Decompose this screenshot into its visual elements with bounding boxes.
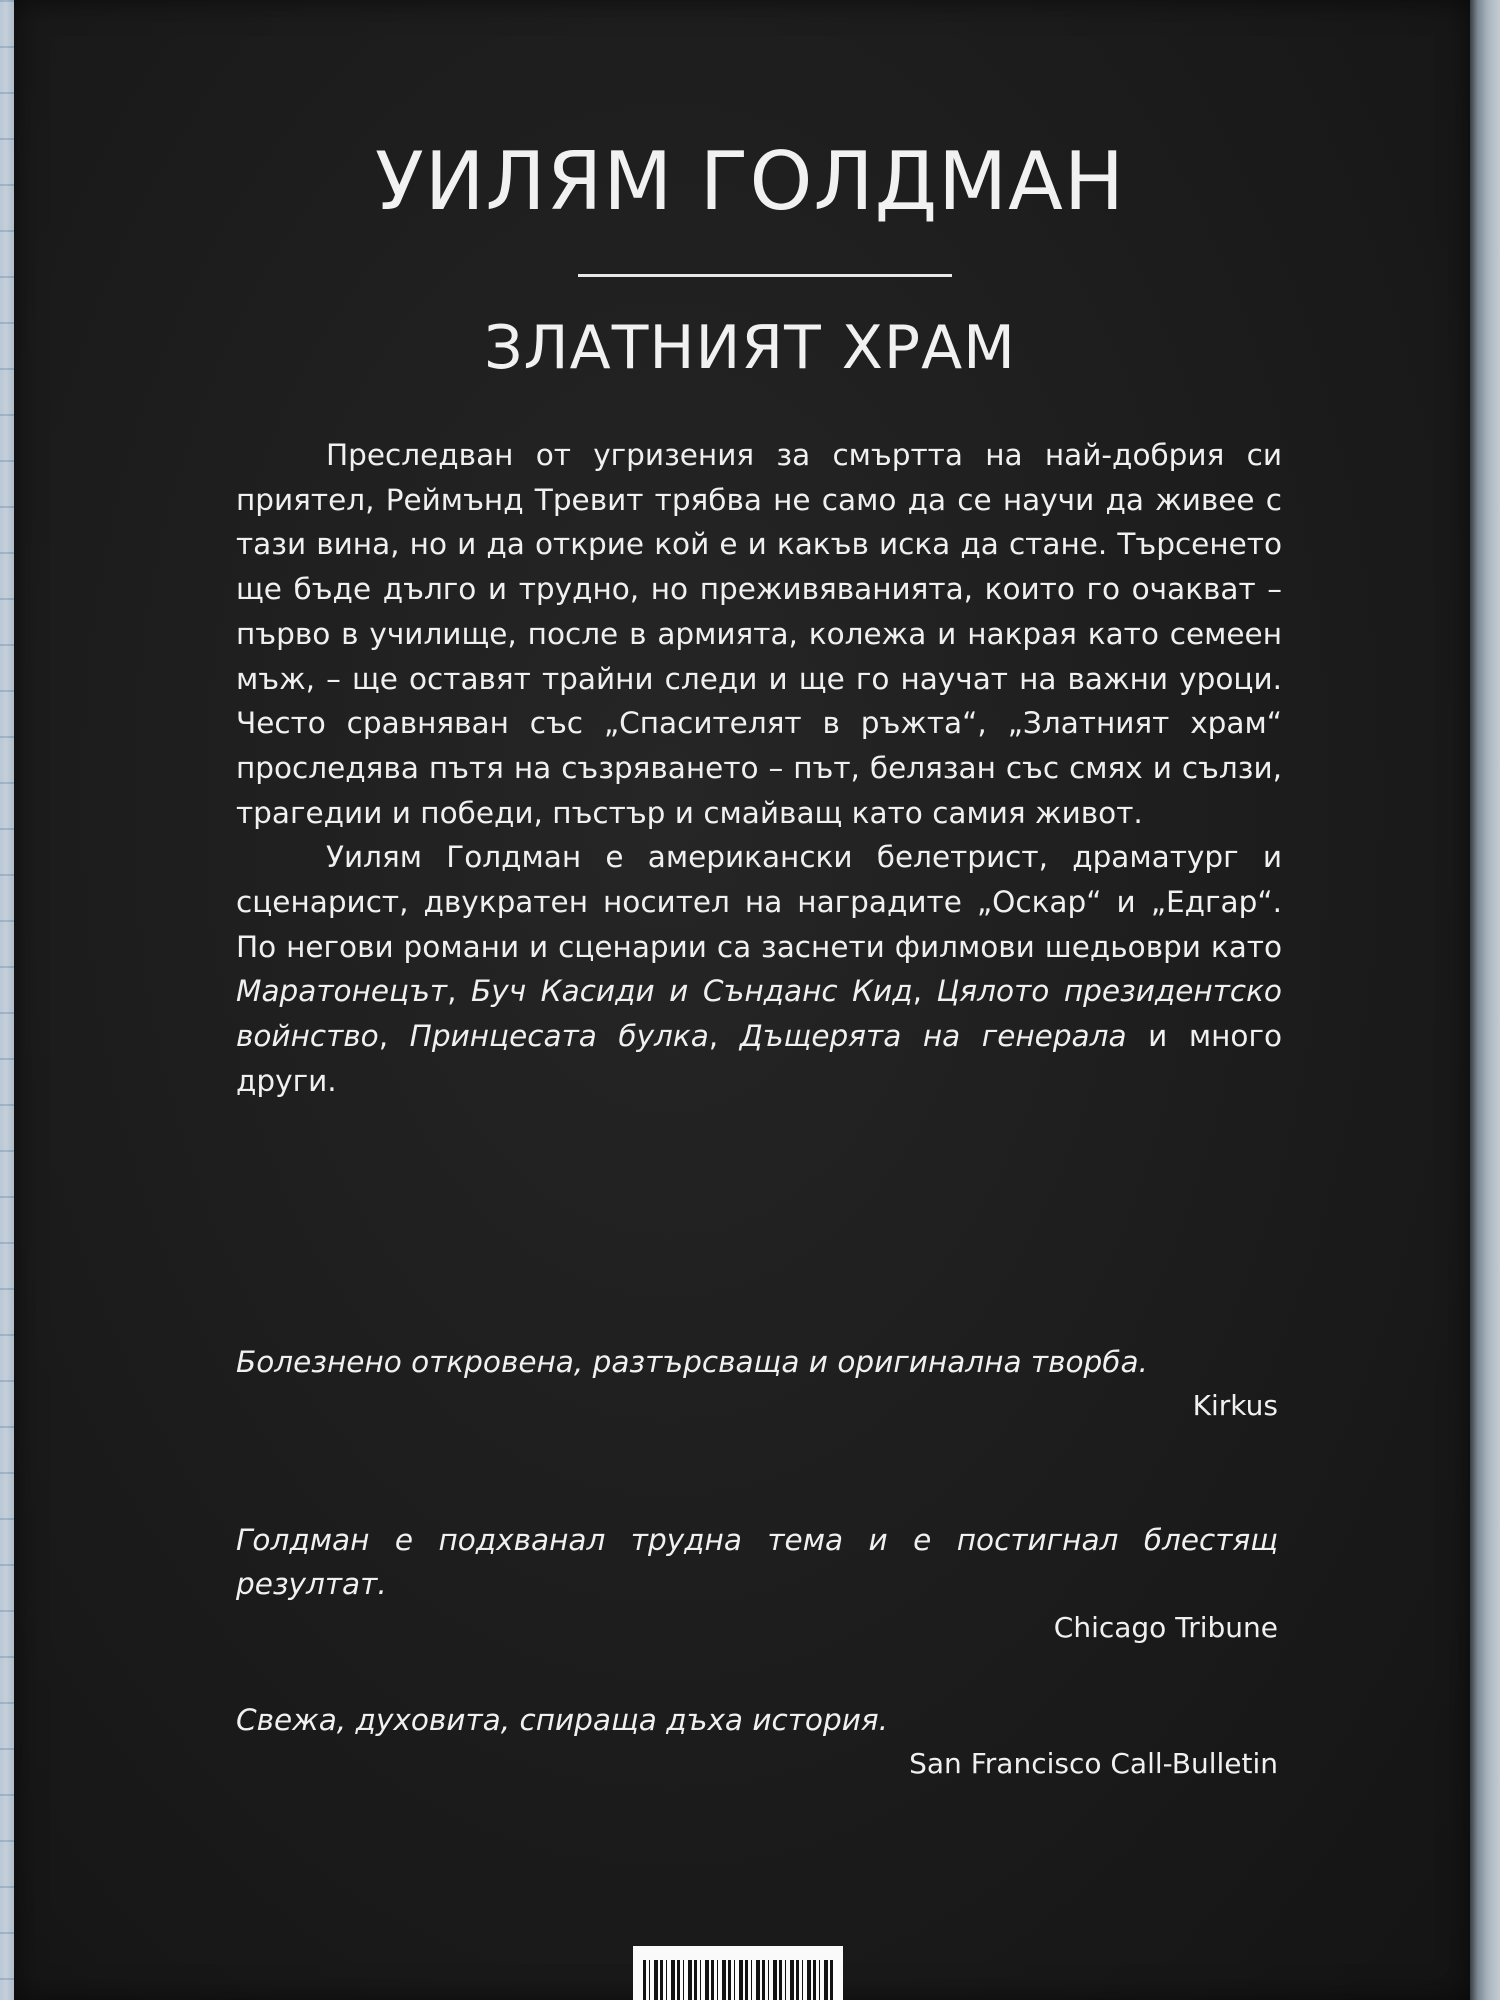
author-name: УИЛЯМ ГОЛДМАН (374, 135, 1126, 228)
review-quote: Голдман е подхванал трудна тема и е постигнал блестящ резултат. (236, 1523, 1278, 1601)
title-divider (578, 274, 952, 277)
review-block (236, 1698, 1278, 1786)
description-paragraph-1: Преследван от угризения за смъртта на най-добрия си приятел, Реймънд Тревит трябва не само да се научи да живее с тази вина, но и да открие кой е и какъв иска да стане. Търсенето ще бъде дълго и трудно, но преживяванията, които го очакват – първо в училище, после в армията, колежа и накрая като семеен мъж, – ще оставят трайни следи и ще го научат на важни уроци. Често сравняван със „Спасителят в ръжта“, „Златният храм“ проследява пътя на съзряването – път, белязан със смях и сълзи, трагедии и победи, пъстър и смайващ като самия живот. (236, 438, 1282, 830)
separator: , (378, 1019, 410, 1054)
film-title: Маратонецът (236, 974, 448, 1009)
review-quote: Свежа, духовита, спираща дъха история. (236, 1703, 888, 1737)
film-title: Цялото президентско войнство (236, 974, 1282, 1054)
film-title: Буч Касиди и Сънданс Кид (471, 974, 913, 1009)
book-description (236, 433, 1282, 1104)
review-source: Chicago Tribune (1053, 1611, 1278, 1644)
description-paragraph-2 (236, 835, 1282, 1103)
review-source: San Francisco Call-Bulletin (909, 1747, 1278, 1780)
review-block (236, 1340, 1278, 1428)
film-title: Принцесата булка (409, 1019, 709, 1054)
book-title: ЗЛАТНИЯТ ХРАМ (484, 313, 1016, 383)
author-bio-ending: и много други. (236, 1019, 1282, 1098)
review-source: Kirkus (1192, 1389, 1278, 1422)
review-quote: Болезнено откровена, разтърсваща и оригинална творба. (236, 1345, 1148, 1379)
barcode-bars (643, 1960, 833, 2000)
separator: , (447, 974, 472, 1009)
separator: , (708, 1019, 740, 1054)
barcode (633, 1946, 843, 2000)
cover-right-edge (1470, 0, 1500, 2000)
separator: , (912, 974, 937, 1009)
author-bio-text: Уилям Голдман е американски белетрист, драматург и сценарист, двукратен носител на наградите „Оскар“ и „Едгар“. По негови романи и сценарии са заснети филмови шедьоври като (236, 840, 1282, 964)
review-block (236, 1518, 1278, 1650)
film-title: Дъщерята на генерала (739, 1019, 1127, 1054)
notebook-paper-edge (0, 0, 14, 2000)
